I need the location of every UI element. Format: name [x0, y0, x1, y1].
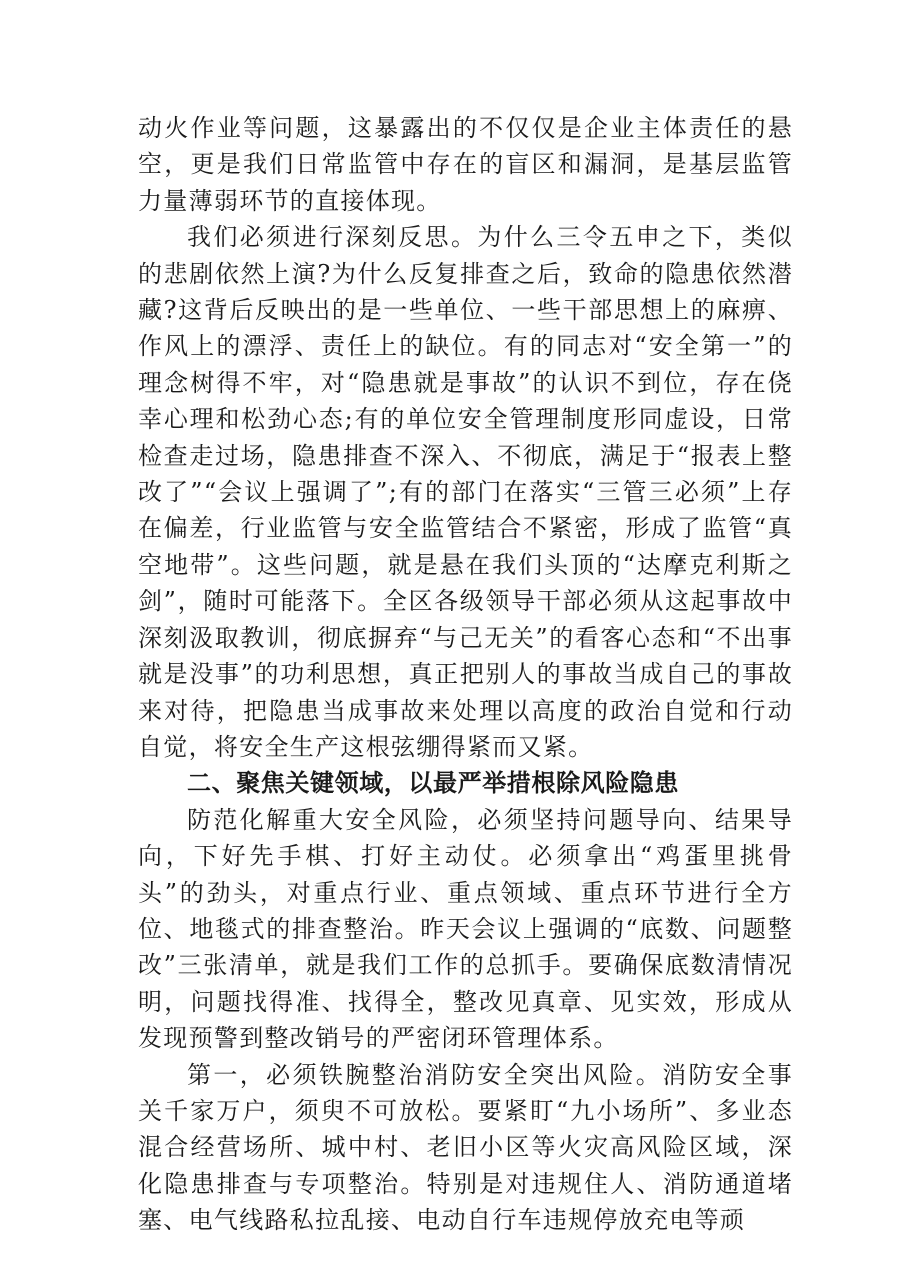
paragraph-reflection: 我们必须进行深刻反思。为什么三令五申之下，类似的悲剧依然上演?为什么反复排查之后，致命的隐患依然潜藏?这背后反映出的是一些单位、一些干部思想上的麻痹、作风上的漂浮、责任上的缺位。有的同志对“安全第一”的理念树得不牢，对“隐患就是事故”的认识不到位，存在侥幸心理和松劲心态;有的单位安全管理制度形同虚设，日常检查走过场，隐患排查不深入、不彻底，满足于“报表上整改了”“会议上强调了”;有的部门在落实“三管三必须”上存在偏差，行业监管与安全监管结合不紧密，形成了监管“真空地带”。这些问题，就是悬在我们头顶的“达摩克利斯之剑”，随时可能落下。全区各级领导干部必须从这起事故中深刻汲取教训，彻底摒弃“与己无关”的看客心态和“不出事就是没事”的功利思想，真正把别人的事故当成自己的事故来对待，把隐患当成事故来处理以高度的政治自觉和行动自觉，将安全生产这根弦绷得紧而又紧。 [138, 223, 793, 761]
paragraph-continuation: 动火作业等问题，这暴露出的不仅仅是企业主体责任的悬空，更是我们日常监管中存在的盲区和漏洞，是基层监管力量薄弱环节的直接体现。 [138, 114, 793, 215]
section-heading: 二、聚焦关键领域，以最严举措根除风险隐患 [187, 769, 679, 798]
paragraph-risk-prevention: 防范化解重大安全风险，必须坚持问题导向、结果导向，下好先手棋、打好主动仗。必须拿出“鸡蛋里挑骨头”的劲头，对重点行业、重点领域、重点环节进行全方位、地毯式的排查整治。昨天会议上强调的“底数、问题整改”三张清单，就是我们工作的总抓手。要确保底数清情况明，问题找得准、找得全，整改见真章、见实效，形成从发现预警到整改销号的严密闭环管理体系。 [138, 805, 793, 1053]
paragraph-fire-safety: 第一，必须铁腕整治消防安全突出风险。消防安全事关千家万户，须臾不可放松。要紧盯“九小场所”、多业态混合经营场所、城中村、老旧小区等火灾高风险区域，深化隐患排查与专项整治。特别是对违规住人、消防通道堵塞、电气线路私拉乱接、电动自行车违规停放充电等顽 [138, 1060, 793, 1235]
